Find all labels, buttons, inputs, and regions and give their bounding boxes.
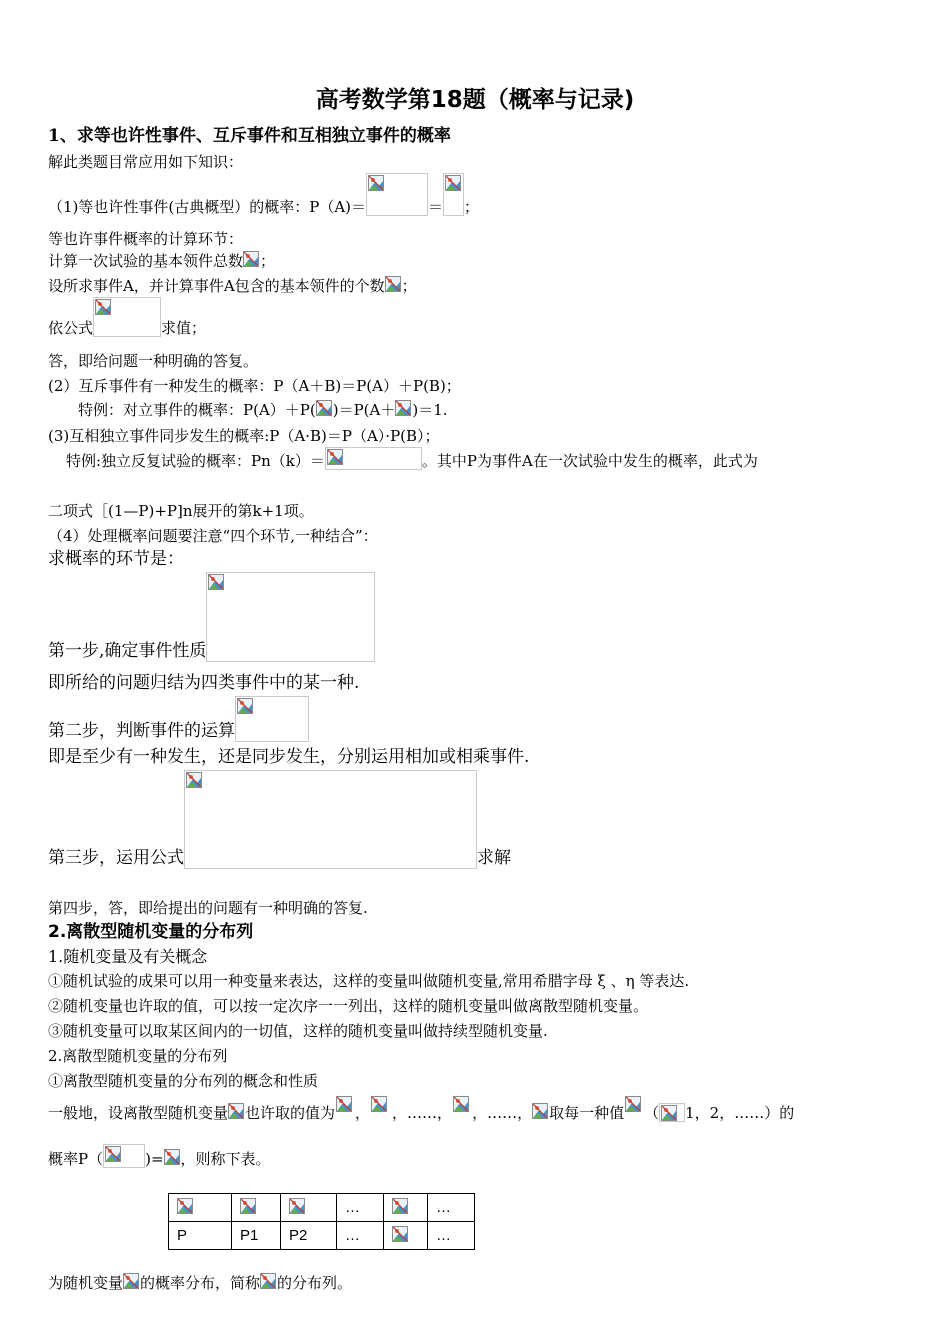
table-cell	[384, 1194, 428, 1222]
broken-image-icon	[240, 1198, 256, 1214]
text-line: ①随机试验的成果可以用一种变量来表达，这样的变量叫做随机变量,常用希腊字母 ξ 、η 等表达.	[48, 972, 690, 990]
table-cell	[384, 1222, 428, 1250]
broken-image-icon	[395, 400, 411, 416]
text: 取每一种值	[549, 1104, 625, 1122]
broken-image-icon	[208, 574, 224, 590]
formula-image	[385, 276, 402, 295]
text: ，……，	[472, 1104, 533, 1122]
distribution-table	[168, 1193, 475, 1250]
text-line	[48, 297, 206, 337]
page-title: 高考数学第18题（概率与记录)	[315, 87, 635, 113]
table-cell	[169, 1194, 232, 1222]
table-cell	[281, 1194, 337, 1222]
broken-image-icon	[532, 1103, 548, 1119]
formula-image	[235, 696, 309, 742]
formula-image	[366, 173, 428, 216]
text-line	[48, 1144, 271, 1168]
step-2	[48, 696, 309, 742]
step-2-desc: 即是至少有一种发生，还是同步发生，分别运用相加或相乘事件.	[48, 747, 530, 767]
formula-image	[243, 251, 260, 270]
broken-image-icon	[186, 772, 202, 788]
text: 一般地，设离散型随机变量	[48, 1104, 229, 1122]
formula-image	[624, 1095, 644, 1122]
text: （1)等也许性事件(古典概型）的概率：P（A)＝	[48, 198, 367, 216]
step-1	[48, 572, 375, 662]
text-line: 二项式［(1—P)+P]n展开的第k+1项。	[48, 502, 314, 520]
broken-image-icon	[164, 1149, 180, 1165]
broken-image-icon	[625, 1096, 641, 1112]
text-line: ③随机变量可以取某区间内的一切值，这样的随机变量叫做持续型随机变量.	[48, 1022, 548, 1040]
text: 1，2，……）的	[685, 1104, 795, 1122]
text-line: (2）互斥事件有一种发生的概率：P（A＋B)＝P(A）＋P(B)；	[48, 377, 461, 395]
broken-image-icon	[243, 251, 259, 267]
formula-image	[260, 1273, 277, 1292]
text: ；	[260, 252, 276, 270]
text: )＝1.	[412, 401, 448, 419]
formula-image	[452, 1095, 472, 1122]
table-row	[169, 1222, 475, 1250]
broken-image-icon	[123, 1273, 139, 1289]
text: 也许取的值为	[245, 1104, 336, 1122]
text: 为随机变量	[48, 1274, 124, 1292]
formula-image	[177, 1198, 194, 1217]
text-line: 答，即给问题一种明确的答复。	[48, 352, 259, 370]
broken-image-icon	[327, 449, 343, 465]
formula-image	[184, 770, 477, 869]
formula-image	[335, 1095, 355, 1122]
table-cell: P2	[281, 1222, 337, 1250]
formula-image	[123, 1273, 140, 1292]
step-3	[48, 770, 511, 869]
broken-image-icon	[445, 175, 461, 191]
text: 特例:独立反复试验的概率：Pn（k）＝	[66, 452, 325, 470]
text-line: 求概率的环节是：	[48, 549, 184, 569]
broken-image-icon	[371, 1096, 387, 1112]
table-cell: …	[428, 1194, 475, 1222]
text: ，	[355, 1104, 371, 1122]
formula-image	[164, 1149, 181, 1168]
broken-image-icon	[95, 299, 111, 315]
broken-image-icon	[237, 698, 253, 714]
formula-image	[316, 400, 333, 419]
text: 第一步,确定事件性质	[48, 641, 207, 661]
broken-image-icon	[105, 1146, 121, 1162]
broken-image-icon	[392, 1198, 408, 1214]
text: ；	[401, 277, 417, 295]
table-cell: P1	[232, 1222, 281, 1250]
broken-image-icon	[661, 1105, 677, 1121]
text: （	[644, 1104, 660, 1122]
formula-image	[392, 1226, 409, 1245]
text-line	[48, 1273, 352, 1292]
text-line	[78, 400, 448, 419]
table-cell: P	[169, 1222, 232, 1250]
broken-image-icon	[453, 1096, 469, 1112]
formula-image	[206, 572, 375, 662]
table-cell: …	[337, 1194, 384, 1222]
subheading: 2.离散型随机变量的分布列	[48, 1047, 228, 1065]
broken-image-icon	[289, 1198, 305, 1214]
text-line	[66, 447, 758, 470]
text-line: ①离散型随机变量的分布列的概念和性质	[48, 1072, 319, 1090]
text: 设所求事件A，并计算事件A包含的基本领件的个数	[48, 277, 385, 295]
broken-image-icon	[228, 1103, 244, 1119]
broken-image-icon	[316, 400, 332, 416]
formula-image	[395, 400, 412, 419]
table-cell: …	[337, 1222, 384, 1250]
broken-image-icon	[368, 175, 384, 191]
text: 概率P（	[48, 1150, 104, 1168]
intro-text: 解此类题目常应用如下知识：	[48, 153, 244, 171]
formula-image	[228, 1103, 245, 1122]
text-line: （4）处理概率问题要注意“四个环节,一种结合”：	[48, 527, 378, 545]
formula-image	[289, 1198, 306, 1217]
formula-image	[240, 1198, 257, 1217]
formula-image	[370, 1095, 392, 1122]
text: )＝P(A＋	[332, 401, 396, 419]
broken-image-icon	[260, 1273, 276, 1289]
broken-image-icon	[336, 1096, 352, 1112]
text: ，……，	[392, 1104, 453, 1122]
text: ，则称下表。	[180, 1150, 271, 1168]
formula-image	[93, 297, 161, 337]
section-1-heading: 1、求等也许性事件、互斥事件和互相独立事件的概率	[48, 126, 451, 146]
text: 。其中P为事件A在一次试验中发生的概率，此式为	[421, 452, 758, 470]
formula-image	[325, 447, 422, 470]
formula-image	[103, 1144, 145, 1168]
text: 计算一次试验的基本领件总数	[48, 252, 244, 270]
table-cell	[232, 1194, 281, 1222]
text-line	[48, 1095, 794, 1122]
formula-image	[392, 1198, 409, 1217]
text: 求解	[477, 848, 511, 868]
text-line	[48, 251, 275, 270]
formula-image	[443, 173, 464, 216]
text: ＝	[428, 198, 444, 216]
broken-image-icon	[177, 1198, 193, 1214]
subheading: 1.随机变量及有关概念	[48, 947, 208, 966]
broken-image-icon	[385, 276, 401, 292]
text: 的概率分布，简称	[140, 1274, 261, 1292]
step-4: 第四步，答，即给提出的问题有一种明确的答复.	[48, 899, 368, 917]
text: 依公式	[48, 319, 94, 337]
formula-image	[532, 1103, 549, 1122]
text: 特例：对立事件的概率：P(A）＋P(	[78, 401, 316, 419]
text: ；	[464, 198, 480, 216]
step-1-desc: 即所给的问题归结为四类事件中的某一种.	[48, 673, 360, 693]
text-line: (3)互相独立事件同步发生的概率:P（A·B)＝P（A）·P(B）；	[48, 427, 440, 445]
broken-image-icon	[392, 1226, 408, 1242]
formula-image	[659, 1103, 685, 1122]
section-2-heading: 2.离散型随机变量的分布列	[48, 922, 254, 942]
text: 第三步，运用公式	[48, 848, 184, 868]
text: )=	[145, 1150, 164, 1168]
text: 求值；	[161, 319, 207, 337]
text: 第二步，判断事件的运算	[48, 721, 235, 741]
text-line	[48, 276, 417, 295]
table-row	[169, 1194, 475, 1222]
table-cell: …	[428, 1222, 475, 1250]
formula-line-classical	[48, 173, 479, 216]
text-line: ②随机变量也许取的值，可以按一定次序一一列出，这样的随机变量叫做离散型随机变量。	[48, 997, 649, 1015]
text: 的分布列。	[277, 1274, 353, 1292]
text-line: 等也许事件概率的计算环节：	[48, 230, 244, 248]
